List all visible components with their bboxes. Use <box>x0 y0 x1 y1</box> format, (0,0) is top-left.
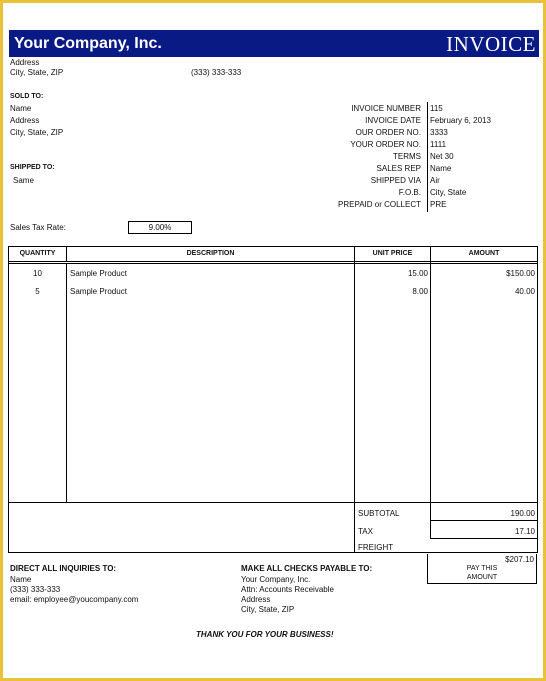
detail-value: Net 30 <box>430 152 454 161</box>
col-header-unit-price: UNIT PRICE <box>372 250 413 257</box>
grand-total: $207.10 <box>505 555 534 564</box>
company-city: City, State, ZIP <box>10 68 64 77</box>
details-divider <box>427 102 428 212</box>
row-amount: $150.00 <box>506 269 535 278</box>
detail-value: February 6, 2013 <box>430 116 491 125</box>
detail-label: SALES REP <box>376 164 421 173</box>
header-divider <box>9 263 537 264</box>
tax-label: TAX <box>358 527 373 536</box>
row-unit-price: 15.00 <box>407 269 428 278</box>
col-divider <box>66 263 67 502</box>
detail-value: 115 <box>430 104 443 113</box>
sold-to-address: Address <box>10 116 40 125</box>
inquiries-phone: (333) 333-333 <box>10 585 61 594</box>
payable-company: Your Company, Inc. <box>241 575 311 584</box>
body-bottom-line <box>354 502 537 503</box>
payable-address: Address <box>241 595 271 604</box>
sold-to-city: City, State, ZIP <box>10 128 64 137</box>
detail-value: 1111 <box>430 140 447 149</box>
detail-value: PRE <box>430 200 447 209</box>
detail-label: F.O.B. <box>398 188 421 197</box>
row-unit-price: 8.00 <box>412 287 428 296</box>
payable-attn: Attn: Accounts Receivable <box>241 585 334 594</box>
detail-label: TERMS <box>393 152 421 161</box>
row-description: Sample Product <box>70 287 127 296</box>
detail-value: City, State <box>430 188 467 197</box>
subtotal-label: SUBTOTAL <box>358 509 400 518</box>
row-quantity: 10 <box>33 269 42 278</box>
inquiries-email[interactable]: email: employee@youcompany.com <box>10 595 139 604</box>
invoice-sheet <box>3 3 543 678</box>
pay-amount-box <box>427 554 537 584</box>
pay-this-label: PAY THIS <box>466 565 498 572</box>
shipped-to-value: Same <box>13 176 34 185</box>
col-header-description: DESCRIPTION <box>186 250 235 257</box>
subtotal-value: 190.00 <box>510 509 535 518</box>
tax-rate-label: Sales Tax Rate: <box>10 223 66 232</box>
company-name: Your Company, Inc. <box>14 35 162 52</box>
freight-label: FREIGHT <box>358 543 394 552</box>
totals-line <box>430 538 537 539</box>
body-bottom-line <box>9 502 354 503</box>
inquiries-name: Name <box>10 575 32 584</box>
sold-to-heading: SOLD TO: <box>10 93 44 100</box>
line-items-table <box>8 246 538 553</box>
detail-value: Name <box>430 164 452 173</box>
detail-label: PREPAID or COLLECT <box>338 200 421 209</box>
payable-city: City, State, ZIP <box>241 605 295 614</box>
detail-label: SHIPPED VIA <box>370 176 421 185</box>
detail-value: Air <box>430 176 440 185</box>
row-description: Sample Product <box>70 269 127 278</box>
detail-label: INVOICE NUMBER <box>351 104 421 113</box>
invoice-title: INVOICE <box>446 32 536 56</box>
row-quantity: 5 <box>35 287 40 296</box>
amount-label: AMOUNT <box>466 574 498 581</box>
col-header-quantity: QUANTITY <box>19 250 56 257</box>
company-address: Address <box>10 58 40 67</box>
header-divider <box>9 261 537 262</box>
detail-label: YOUR ORDER NO. <box>350 140 421 149</box>
detail-value: 3333 <box>430 128 448 137</box>
payable-heading: MAKE ALL CHECKS PAYABLE TO: <box>241 564 373 573</box>
sold-to-name: Name <box>10 104 32 113</box>
company-phone: (333) 333-333 <box>191 68 242 77</box>
col-header-amount: AMOUNT <box>468 250 500 257</box>
row-amount: 40.00 <box>514 287 535 296</box>
tax-value: 17.10 <box>514 527 535 536</box>
detail-label: OUR ORDER NO. <box>355 128 421 137</box>
shipped-to-heading: SHIPPED TO: <box>10 164 55 171</box>
header-banner <box>9 30 539 57</box>
detail-label: INVOICE DATE <box>365 116 421 125</box>
tax-rate-field[interactable]: 9.00% <box>128 221 192 234</box>
totals-line <box>430 520 537 521</box>
thank-you-message: THANK YOU FOR YOUR BUSINESS! <box>196 630 334 639</box>
inquiries-heading: DIRECT ALL INQUIRIES TO: <box>10 564 117 573</box>
